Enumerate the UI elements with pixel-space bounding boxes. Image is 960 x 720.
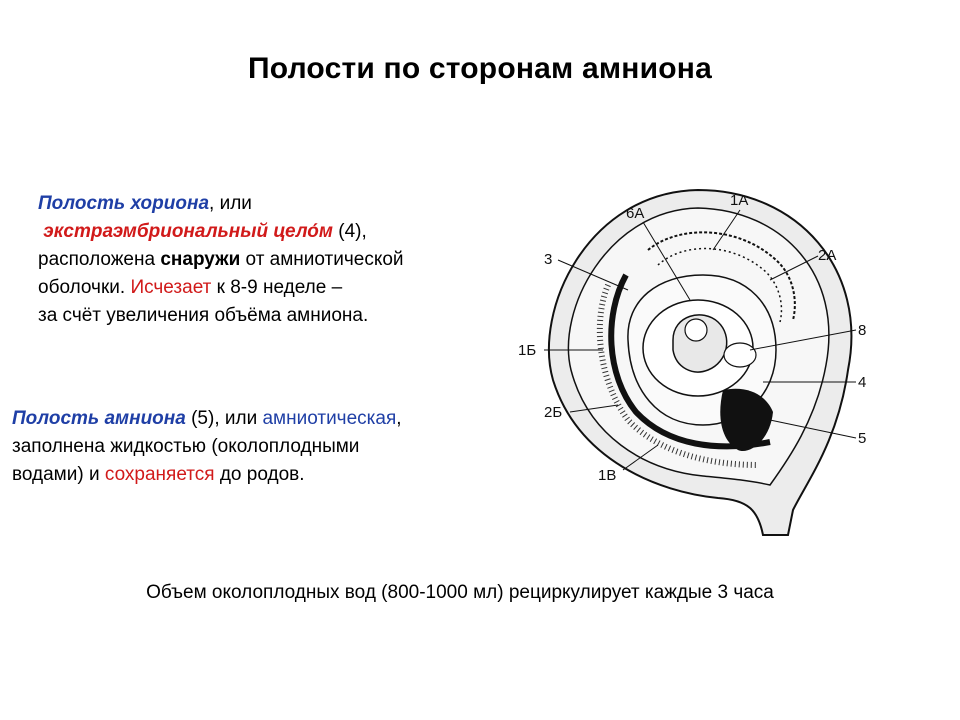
- para2-line1: [12, 405, 512, 433]
- outside-emphasis: снаружи: [160, 249, 241, 270]
- svg-text:2Б: 2Б: [544, 404, 563, 421]
- svg-text:6А: 6А: [626, 205, 645, 222]
- amnion-diagram: [508, 180, 888, 550]
- svg-text:4: 4: [858, 374, 867, 391]
- para2-line3: [12, 461, 512, 489]
- amniotic-term: амниотическая: [262, 408, 397, 429]
- amnion-cavity-paragraph: [12, 405, 512, 489]
- disappears-emphasis: Исчезает: [130, 277, 212, 298]
- para1-line5: за счёт увеличения объёма амниона.: [38, 305, 369, 326]
- para1-line4: [38, 274, 508, 302]
- para1-text: оболочки.: [38, 277, 131, 298]
- para1-text: , или: [209, 193, 252, 214]
- svg-text:3: 3: [544, 251, 553, 268]
- svg-text:5: 5: [858, 430, 867, 447]
- slide-title: Полости по сторонам амниона: [248, 52, 712, 85]
- amnion-cavity-term: Полость амниона: [12, 408, 186, 429]
- embryo-head: [685, 319, 707, 341]
- chorion-cavity-term: Полость хориона: [38, 193, 210, 214]
- yolk-sac: [724, 343, 756, 367]
- para2-text: ,: [396, 408, 402, 429]
- para1-line3: [38, 246, 508, 274]
- para1-line1: [38, 190, 508, 218]
- svg-text:8: 8: [858, 322, 867, 339]
- svg-text:1Б: 1Б: [518, 342, 537, 359]
- para2-text: (5), или: [185, 408, 263, 429]
- para1-text: (4),: [332, 221, 367, 242]
- svg-text:2А: 2А: [818, 247, 837, 264]
- para2-text: водами) и: [12, 464, 105, 485]
- para1-text: от амниотической: [240, 249, 404, 270]
- chorion-cavity-paragraph: [38, 190, 508, 330]
- para2-text: до родов.: [214, 464, 305, 485]
- para1-line2: [38, 218, 508, 246]
- para1-text: к 8-9 неделе –: [211, 277, 343, 298]
- preserved-emphasis: сохраняется: [104, 464, 215, 485]
- svg-text:1А: 1А: [730, 192, 749, 209]
- extraembryonic-coelom-term: экстраэмбриональный цело́м: [43, 221, 333, 242]
- svg-text:1В: 1В: [598, 467, 617, 484]
- para1-text: расположена: [38, 249, 161, 270]
- para2-line2: заполнена жидкостью (околоплодными: [12, 436, 360, 457]
- amniotic-fluid-note: Объем околоплодных вод (800-1000 мл) рециркулирует каждые 3 часа: [146, 582, 774, 603]
